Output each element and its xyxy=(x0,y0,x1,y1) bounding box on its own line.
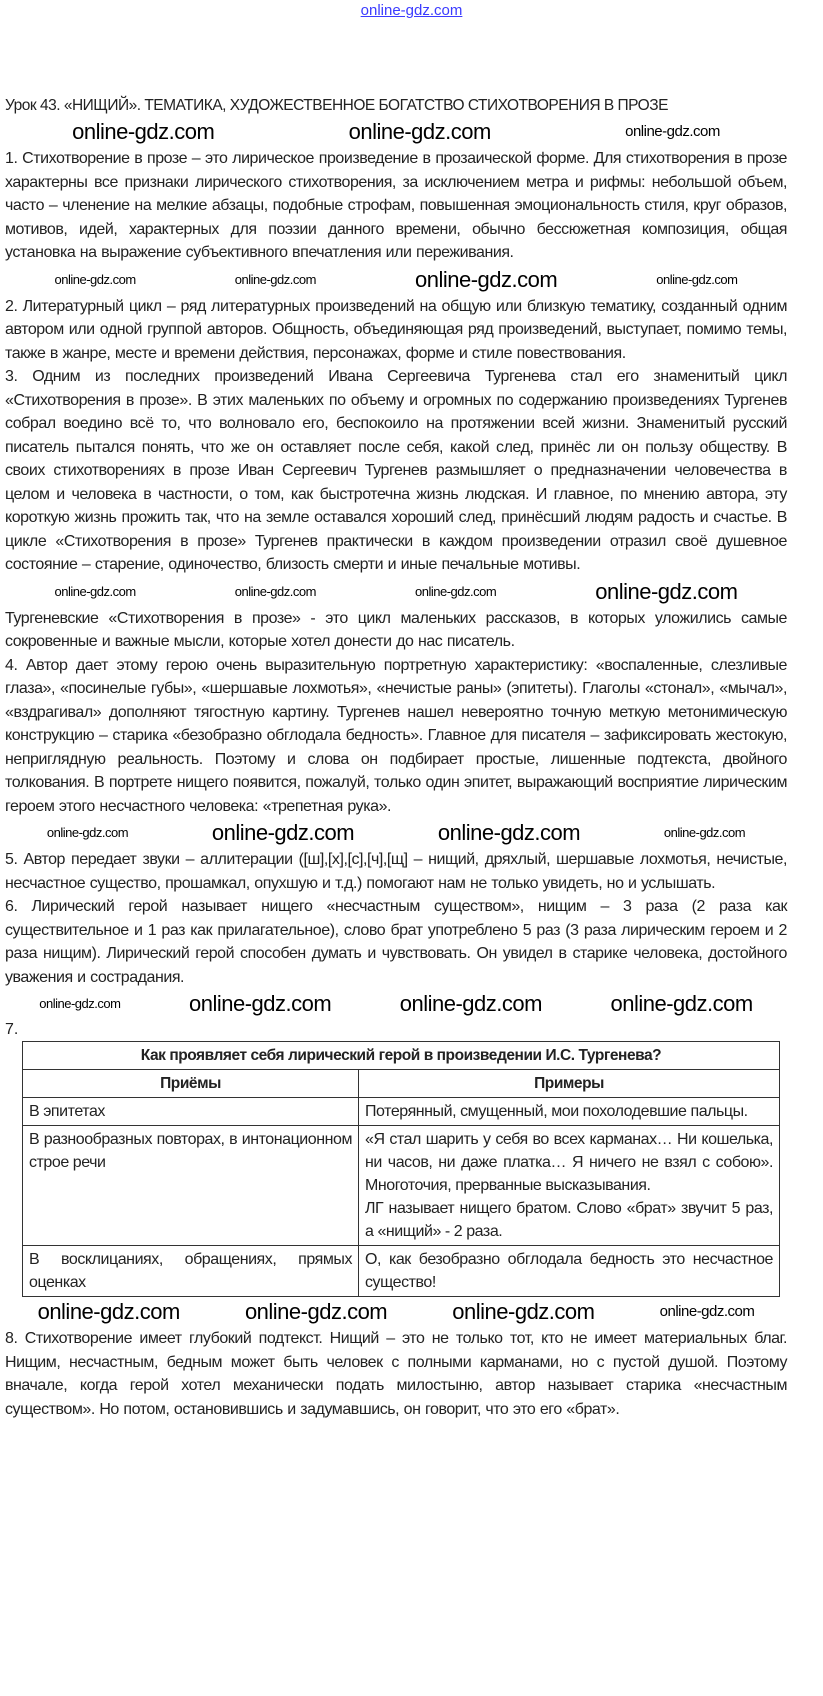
paragraph-6: 6. Лирический герой называет нищего «несчастным существом», нищим – 3 раза (2 раза как существительное и 1 раз как прилагательное), слово брат употреблено 5 раз (3 раза лирическим героем и 2 раза нищим). Лирический герой способен думать и чувствовать. Он увидел в старике человека, достойного уважения и сострадания. xyxy=(5,898,787,986)
watermark: online-gdz.com xyxy=(46,825,129,840)
watermark: online-gdz.com xyxy=(244,1299,388,1324)
watermark: online-gdz.com xyxy=(452,1299,595,1324)
watermark: online-gdz.com xyxy=(348,119,491,144)
watermark-row xyxy=(5,1297,787,1327)
watermark: online-gdz.com xyxy=(663,825,746,840)
paragraph-3: 3. Одним из последних произведений Ивана Сергеевича Тургенева стал его знаменитый цикл «Стихотворения в прозе». В этих маленьких по объему и огромных по содержанию произведениях Тургенев собрал воедино всё то, что волновало его, беспокоило на протяжении всей жизни. Знаменитый русский писатель пытался понять, что же он оставляет после себя, какой след, принёс ли он пользу обществу. В своих стихотворениях в прозе Иван Сергеевич Тургенев размышляет о предназначении человечества в целом и человека в частности, о том, как быстротечна жизнь людская. И главное, по мнению автора, эту короткую жизнь прожить так, что на земле оставался хороший след, принёсший людям радость и счастье. В цикле «Стихотворения в прозе» Тургенев практически в каждом произведении отразил своё душевное состояние – старение, одиночество, близость смерти и иные печальные мотивы. xyxy=(5,368,787,573)
watermark: online-gdz.com xyxy=(437,820,581,845)
watermark-row xyxy=(5,117,787,147)
paragraph-8: 8. Стихотворение имеет глубокий подтекст. Нищий – это не только тот, кто не имеет материальных благ. Нищим, несчастным, бедным может быть человек с полными карманами, но с пустой душой. Поэтому вначале, когда герой хотел механически подать милостыню, автор называет старика «несчастным существом». Но потом, остановившись и задумавшись, он говорит, что это его «брат». xyxy=(5,1330,787,1418)
watermark: online-gdz.com xyxy=(610,991,753,1016)
watermark: online-gdz.com xyxy=(415,583,497,599)
paragraph-2: 2. Литературный цикл – ряд литературных произведений на общую или близкую тематику, созданный одним автором или одной группой авторов. Общность, объединяющая ряд произведений, выступает, помимо темы, также в жанре, месте и времени действия, персонажах, форме и стиле повествования. xyxy=(5,297,787,362)
watermark: online-gdz.com xyxy=(234,583,316,599)
watermark: online-gdz.com xyxy=(659,1303,755,1320)
document-body xyxy=(0,30,823,1441)
techniques-table xyxy=(22,1041,780,1297)
watermark-row xyxy=(5,265,787,295)
watermark: online-gdz.com xyxy=(625,123,720,140)
watermark: online-gdz.com xyxy=(211,820,355,845)
watermark: online-gdz.com xyxy=(37,1299,180,1324)
watermark: online-gdz.com xyxy=(656,271,738,287)
cell: В разнообразных повторах, в интонационном строе речи xyxy=(23,1126,359,1246)
watermark: online-gdz.com xyxy=(399,991,542,1016)
table-row xyxy=(23,1126,780,1246)
watermark: online-gdz.com xyxy=(234,271,316,287)
cell: Потерянный, смущенный, мои похолодевшие пальцы. xyxy=(359,1098,780,1126)
watermark: online-gdz.com xyxy=(39,996,121,1011)
watermark-row xyxy=(5,818,787,848)
watermark: online-gdz.com xyxy=(54,583,136,599)
page-title: Урок 43. «НИЩИЙ». ТЕМАТИКА, ХУДОЖЕСТВЕННОЕ БОГАТСТВО СТИХОТВОРЕНИЯ В ПРОЗЕ xyxy=(5,97,668,114)
paragraph-3b: Тургеневские «Стихотворения в прозе» - это цикл маленьких рассказов, в которых уложились самые сокровенные и важные мысли, которые хотел донести до нас писатель. xyxy=(5,609,787,650)
cell: В восклицаниях, обращениях, прямых оценках xyxy=(23,1246,359,1297)
cell-text: ЛГ называет нищего братом. Слово «брат» звучит 5 раз, а «нищий» - 2 раза. xyxy=(365,1200,773,1240)
watermark: online-gdz.com xyxy=(54,271,136,287)
paragraph-4: 4. Автор дает этому герою очень выразительную портретную характеристику: «воспаленные, слезливые глаза», «посинелые губы», «шершавые лохмотья», «нечистые раны» (эпитеты). Глаголы «стонал», «мычал», «вздрагивал» дополняют тягостную картину. Тургенев нашел невероятно точную меткую метонимическую конструкцию – старика «безобразно обглодала бедность». Главное для писателя – зафиксировать жестокую, неприглядную реальность. Поэтому и слова он подбирает простые, лишенные подтекста, двойного толкования. В портрете нищего появится, пожалуй, только один эпитет, выражающий восприятие лирическим героем этого несчастного человека: «трепетная рука». xyxy=(5,656,787,815)
watermark: online-gdz.com xyxy=(189,991,332,1016)
paragraph-5: 5. Автор передает звуки – аллитерации ([ш],[х],[с],[ч],[щ] – нищий, дряхлый, шершавые лохмотья, нечистые, несчастное существо, прошамкал, опухшую и т.д.) помогают нам не только увидеть, но и услышать. xyxy=(5,851,787,892)
watermark-link[interactable]: online-gdz.com xyxy=(360,2,463,19)
header-examples: Примеры xyxy=(359,1070,780,1098)
paragraph-1: 1. Стихотворение в прозе – это лирическое произведение в прозаической форме. Для стихотворения в прозе характерны все признаки лирического стихотворения, за исключением метра и рифмы: небольшой объем, часто – членение на мелкие абзацы, подобные строфам, повышенная эмоциональность стиля, круг образов, мотивов, идей, характерных для поэзии данного времени, обычно бессюжетная композиция, общая установка на выражение субъективного впечатления или переживания. xyxy=(5,150,787,261)
watermark-row xyxy=(5,577,787,607)
watermark: online-gdz.com xyxy=(415,266,558,292)
watermark-row xyxy=(5,989,787,1019)
header-techniques: Приёмы xyxy=(23,1070,359,1098)
table-row xyxy=(23,1098,780,1126)
cell: О, как безобразно обглодала бедность это несчастное существо! xyxy=(359,1246,780,1297)
table-row xyxy=(23,1246,780,1297)
watermark: online-gdz.com xyxy=(72,119,215,144)
item-7-number: 7. xyxy=(5,1021,19,1038)
cell: В эпитетах xyxy=(23,1098,359,1126)
watermark: online-gdz.com xyxy=(595,578,738,604)
table-caption: Как проявляет себя лирический герой в произведении И.С. Тургенева? xyxy=(23,1042,780,1070)
cell-text: «Я стал шарить у себя во всех карманах… Ни кошелька, ни часов, ни даже платка… Я ничего не взял с собою». Многоточия, прерванные высказывания. xyxy=(365,1131,773,1194)
cell xyxy=(359,1126,780,1246)
